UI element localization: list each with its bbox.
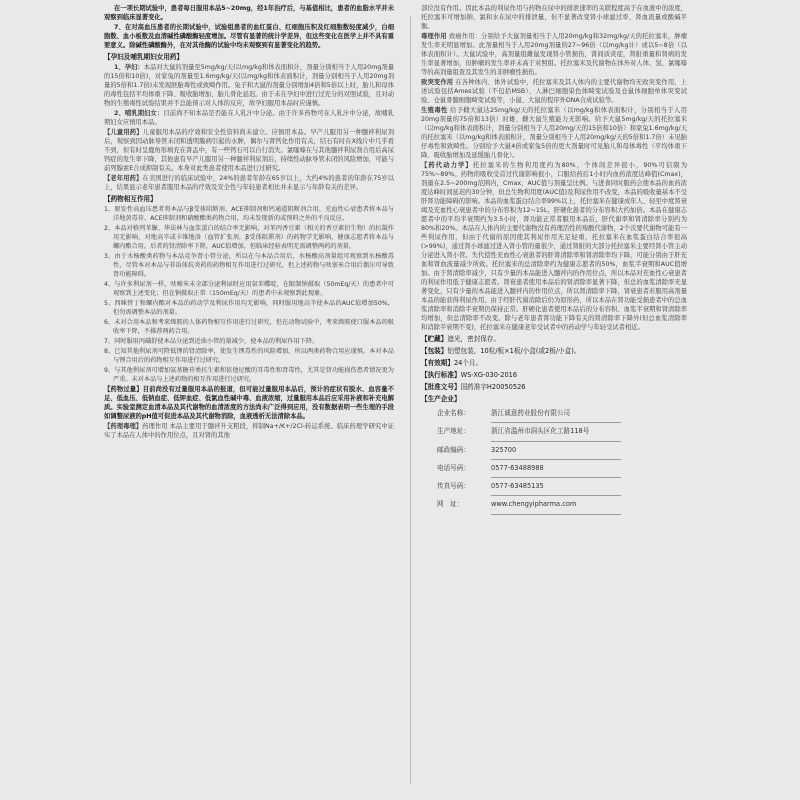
company-postcode-value: 325700 xyxy=(491,442,621,460)
interaction-item: 9、与其他利尿剂可增加氨基糖苷类抗生素和依他尼酸的耳毒性和肾毒性，尤其是肾功能损伤患者情况更为严重。未对本品与上述药物的相互作用进行过研究。 xyxy=(104,367,394,383)
company-address-label: 生产地址： xyxy=(437,427,470,436)
lactation-text: 目前尚不知本品是否能在人乳汁中分泌。由于许多药物可在人乳汁中分泌，故哺乳期妇女应慎用本品。 xyxy=(104,110,394,126)
geriatric-paragraph xyxy=(104,174,394,192)
pharmacokinetics-paragraph xyxy=(421,161,687,332)
section-pregnancy-heading: 【孕妇及哺乳期妇女用药】 xyxy=(104,53,184,61)
section-geriatric-heading: 【老年用药】 xyxy=(104,175,143,182)
validity-value: 24个月。 xyxy=(453,359,483,367)
overdose-text: 目前尚没有过量服用本品的报道，但可能过量服用本品后，预计的症状有脱水、血容量不足、低血压、低钠血症、低钾血症、低氯血性碱中毒、血液浓缩，过量服用本品后应采用补液和补充电解质。实验室测定血清本品及其代谢物的血清浓度的方法尚未广泛得到应用，没有数据表明一些生理的手段如调整尿液的pH值可促进本品及其代谢物消除，血液透析无法清除本品。 xyxy=(104,386,394,420)
company-phone-label: 电话号码： xyxy=(437,463,470,472)
company-fax-value: 0577-63485135 xyxy=(491,478,621,496)
approval-value: 国药准字H20050526 xyxy=(460,383,526,391)
company-website-label: 网 址： xyxy=(437,500,464,509)
toxicology-paragraph xyxy=(421,32,687,77)
right-column xyxy=(421,4,687,792)
reproductive-toxicity-label: 生殖毒性 xyxy=(421,107,448,114)
interaction-item: 3、由于水杨酸类药物与本品竞争肾小管分泌，所以在与本品合用后，水杨酸高剂量组可观察到水杨酸毒性，尽管本对本品与非甾体抗炎药的药物相互作用进行过研究，但上述药物与呋塞米合用后偶尔可导致肾功能障碍。 xyxy=(104,253,394,278)
interaction-item: 6、未对合用本品和考来烯胺的人体药物相互作用进行过研究，但在动物试验中，考来烯胺使口服本品的吸收率下降，不推荐两药合用。 xyxy=(104,319,394,335)
pharmacology-text: 药理作用 本品主要用于髓袢升支粗段，抑制Na+/K+/2Cl-转运系统。临床药理学研究中证实了本品在人体中的作用位点，且对肾的其他 xyxy=(104,423,394,439)
section-storage-heading: 【贮藏】 xyxy=(421,335,448,343)
geriatric-text: 在美国进行的临床试验中，24%的患者年龄在65岁以上，大约4%的患者的年龄在75岁以上，结果显示老年患者服用本品的疗效及安全性与年轻患者相比并未显示与年龄有关的差异。 xyxy=(104,175,394,191)
company-name-row xyxy=(421,405,687,423)
interaction-item: 7、同时服用丙磺舒使本品分泌到近曲小管的量减少，使本品的利尿作用下降。 xyxy=(104,338,319,345)
section-standard-heading: 【执行标准】 xyxy=(421,371,461,379)
standard-row xyxy=(421,369,687,381)
pregnancy-paragraph xyxy=(104,63,394,108)
pediatric-paragraph xyxy=(104,128,394,173)
toxicology-label: 毒理作用 xyxy=(421,33,447,40)
company-fax-row xyxy=(421,478,687,496)
lab-findings-paragraph: 7、在对高血压患者的长期试验中，试验组患者的血红蛋白、红细胞压积及红细胞数轻度减少，白细胞数、血小板数及血清碱性磷酸酶轻度增加。尽管有显著的统计学差异，但这些变化在医学上并不具有重要意义。除碱性磷酸酶外，在对其他酶的试验中均未观察到有显著变化的趋势。 xyxy=(104,24,394,49)
lactation-paragraph xyxy=(104,109,394,127)
section-interactions-heading: 【药物相互作用】 xyxy=(104,195,157,203)
interaction-item: 2、本品对格列苯脲、华法林与血浆蛋白的结合率无影响，对苯丙香豆素（相关的香豆素衍生物）的抗凝作用无影响，对地高辛或卡维地洛（血管扩张剂，β受体阻滞剂）的药物学无影响，健康志愿者将本品与螺内酯合用，后者的肾清除率下降，AUC值增加，但临床经验表明无需调整两药的剂量。 xyxy=(104,225,394,250)
package-value: 铝塑包装，10粒/板×1板/小盒(或2板/小盒)。 xyxy=(447,347,581,355)
section-approval-heading: 【批准文号】 xyxy=(421,383,461,391)
interaction-item: 4、与许多利尿剂一样，呋噻米未全部分泌利尿时应用氨苯蝶啶，在限制钠摄取（50mEq/天）的患者中可观察到上述变化；但在钠摄取正常（150mEq/天）的患者中未观察到此现象。 xyxy=(104,281,394,297)
reproductive-toxicity-paragraph xyxy=(421,106,687,160)
pregnant-women-text: 本品对大鼠的剂量至5mg/kg/天(以mg/kg和体表面积计，剂量分别相当于人用20mg剂量的15倍和10倍)，对家兔的剂量至1.6mg/kg/天(以mg/kg和体表面积计，剂量分别相当于人用20mg剂量的5倍和1.7倍)未发现胚胎毒性或致畸作用。兔子和大鼠的剂量分别增加4倍和5倍以上时，胎儿和母体的毒性包括平均体重下降、吸收胎增加、胎儿骨化延迟。由于未在孕妇中进行过充分的对照试验，且对动物的生殖毒性试验结果并不总能预示对人体的反应，故孕妇服用本品时应谨慎。 xyxy=(104,64,394,107)
section-pediatric-heading: 【儿童用药】 xyxy=(104,129,143,136)
manufacturer-heading-row xyxy=(421,393,687,405)
pediatric-text: 儿童服用本品的疗效和安全性资料尚未建立。应慎用本品。早产儿服用另一种髓袢利尿剂后，观察到因动脉导管未闭和透明膜病引起的水肿，偶尔与肾钙化作用有关，结石有时在X线片中几乎看不到，但有时呈鹿角形填充在肾盂中，有一些钙石可以自行消失。氯噻嗪在与其他髓袢利尿剂合用后高尿钙症的发生率下降，其他患有早产儿服用另一种髓袢利尿剂后，持续性动脉导管未闭的风险增加，可能与前列腺素E合成抑制有关。本身对此类患者使用本品进行过研究。 xyxy=(104,129,394,172)
validity-row xyxy=(421,357,687,369)
storage-value: 遮光，密封保存。 xyxy=(447,335,501,343)
genotoxicity-label: 致突变作用 xyxy=(421,79,454,86)
overdose-paragraph xyxy=(104,385,394,421)
interaction-item: 8、已知其他利尿剂可降低锂的肾清除率，使发生锂毒性的风险增加，所以两类药物合用应谨慎。本对本品与锂合用后的药物相互作用进行过研究。 xyxy=(104,348,394,364)
company-website-value: www.chengyipharma.com xyxy=(491,496,621,514)
section-manufacturer-heading: 【生产企业】 xyxy=(421,395,461,403)
toxicology-text: 致癌作用：分别给予大鼠剂量相当于人用20mg/kg和32mg/kg/天的托拉塞米，肿瘤发生率无明显增加。此剂量相当于人用20mg剂量的27~96倍（以mg/kg计）或以5~8倍（以体表面积计）。大鼠试验中，高剂量组雌鼠发现肾小管损伤，肾间质炎症，肾脏重量和肾病的发生率显著增加，但肿瘤的发生率并未高于对照组。托拉塞米及代谢物在体外对人体、氢、氯噻嗪等的高剂量组查及其发生的非肿瘤性损伤。 xyxy=(421,33,687,76)
company-fax-label: 传真号码： xyxy=(437,482,470,491)
pharmacokinetics-text: 托拉塞米的生物利用度约为80%，个体间差异很小，90%可信限为75%~89%。药物的吸收受首过代谢影响很小，口服给药后1小时内血药浓度达峰值(Cmax)，剂量在2.5~200mg范围内，Cmax、AUC值与剂量呈比例。与进食同时服药会使本品的血药浓度达峰时间延迟约30分钟，但总生物利用度(AUC值)及利尿作用不改变，本品的吸收量基本不受肝肾功能障碍的影响。本品的血浆蛋白结合率99%以上，托拉塞米在健康成年人、轻至中度肾衰竭及充血性心衰患者中的分布容积为12~15L，肝硬化患者的分布容积大约加倍。本品在健康志愿者中的平均半衰期约为3.5小时，肾功能正常者服用本品后，肝代谢率和肾清除率分别约为80%和20%。本品在人体内的主要代谢物没有药理活性的羧酸代谢物，2个次要代谢物可能有一些利尿作用，但由于代谢的原因使其利尿作用无足轻重，托拉塞米在血浆蛋白结合率很高(>99%)，通过肾小球滤过进入肾小管的量很少，通过肾脏的大部分托拉塞米主要经肾小管主动分泌进入肾小管。失代偿性充血性心衰患者的肝肾清除率和肾清除率均下降，可能分别由于肝充血和肾血流量减少所致。托拉塞米的总清除率约为健康志愿者的50%，血浆半衰期和AUC值增加。由于肾清除率减少，只有少量的本品能进入髓袢内的作用位点，所以本品对充血性心衰患者的利尿作用低于健康志愿者。肾衰患者使用本品后的肾清除率显著下降，但总的血浆清除率无显著变化，只有少量的本品能进入髓袢内的作用位点，所以肾清除率下降，肾衰患者若服用高剂量本品的能获得利尿作用。由于经肝代谢消除后仍为原形药，所以本品在肾功能受损患者中的总血浆清除率和消除半衰期仍保持正常。肝硬化患者使用本品后的分布容积、血浆半衰期和肾清除率均增加，但总清除率不改变。除与老年患者肾功能下降有关的肾清除率下降外(但总血浆清除率和消除半衰期不变)，托拉塞米在健康老年受试者中的药动学与年轻受试者相近。 xyxy=(421,162,687,331)
company-address-row xyxy=(421,423,687,441)
genotoxicity-paragraph xyxy=(421,78,687,105)
approval-row xyxy=(421,381,687,393)
section-overdose-heading: 【药物过量】 xyxy=(104,386,143,393)
company-website-row xyxy=(421,496,687,514)
company-postcode-row xyxy=(421,442,687,460)
column-divider xyxy=(410,16,411,784)
pharmacology-continued: 部位没有作用。因此本品的利尿作用与药物在尿中的排泄速率的关联程度高于在血液中的浓度，托拉塞米可增加钠、氯和水在尿中的排泄量，但不显著改变肾小球滤过率、肾血流量或酸碱平衡。 xyxy=(421,5,687,30)
company-phone-row xyxy=(421,460,687,478)
left-column xyxy=(104,4,394,792)
interaction-item: 5、西咪替丁和螺内酯对本品的药动学及利尿作用均无影响，同时服用地高辛使本品的AUC值增加50%，但勿需调整本品的剂量。 xyxy=(104,300,394,316)
lactation-label: 2、哺乳期妇女： xyxy=(114,110,164,117)
section-validity-heading: 【有效期】 xyxy=(421,359,454,367)
company-address-value: 浙江省温州市洞头区化工路118号 xyxy=(491,423,621,441)
standard-value: WS-XG-030-2016 xyxy=(460,371,518,379)
company-name-label: 企业名称： xyxy=(437,409,470,417)
reproductive-toxicity-text: 给予雌大鼠达25mg/kg/天的托拉塞米（以mg/kg和体表面积计，分别相当于人用20mg剂量的75倍和13倍）时雄、雌大鼠生殖能力无影响。给予大鼠5mg/kg/天的托拉塞米（以mg/kg和体表面积计，剂量分别相当于人用20mg/天的15倍和10倍）和家兔1.6mg/kg/天的托拉塞米（以mg/kg和体表面积计，剂量分别相当于人用20mg/kg/天的5倍和1.7倍）未见胎仔毒性和致畸性。分别给予大鼠4倍或家兔5倍的更大剂量时可见胎儿和母体毒性（平均体重下降、吸收胎增加及延缓胎儿骨化）。 xyxy=(421,107,687,159)
intro-paragraph: 在一项长期试验中，患者每日服用本品5~20mg，经1年治疗后，与基值相比，患者的血脂水平并未观察到临床显著变化。 xyxy=(104,5,394,21)
company-postcode-label: 邮政编码： xyxy=(437,445,470,454)
section-pharmacokinetics-heading: 【药代动力学】 xyxy=(421,162,473,169)
package-row xyxy=(421,345,687,357)
company-phone-value: 0577-63488988 xyxy=(491,460,621,478)
section-package-heading: 【包装】 xyxy=(421,347,448,355)
interaction-item: 1、原发性高血压患者将本品与β受体阻断剂、ACE抑制剂和钙通道阻断剂合用，充血性心衰患者将本品与洋地黄毒苷、ACE抑制剂和硝酸酯类药物合用，均未发现新的或预料之外的不良反应。 xyxy=(104,206,394,222)
company-name-value: 浙江诚意药业股份有限公司 xyxy=(491,405,621,423)
genotoxicity-text: 在各种体内、体外试验中，托拉塞米及其人体内的主要代谢物均无致突变作用，上述试验包括Ames试验（不包括MSB）、人淋巴细胞染色体畸变试验及仓鼠体细胞单体突变试验、仓鼠骨髓细胞畸变试验等，小鼠、大鼠的程序外DNA合成试验等。 xyxy=(421,79,687,104)
section-pharmacology-heading: 【药理毒理】 xyxy=(104,423,143,430)
pregnant-women-label: 1、孕妇： xyxy=(114,64,144,71)
storage-row xyxy=(421,333,687,345)
pharmacology-paragraph xyxy=(104,422,394,440)
